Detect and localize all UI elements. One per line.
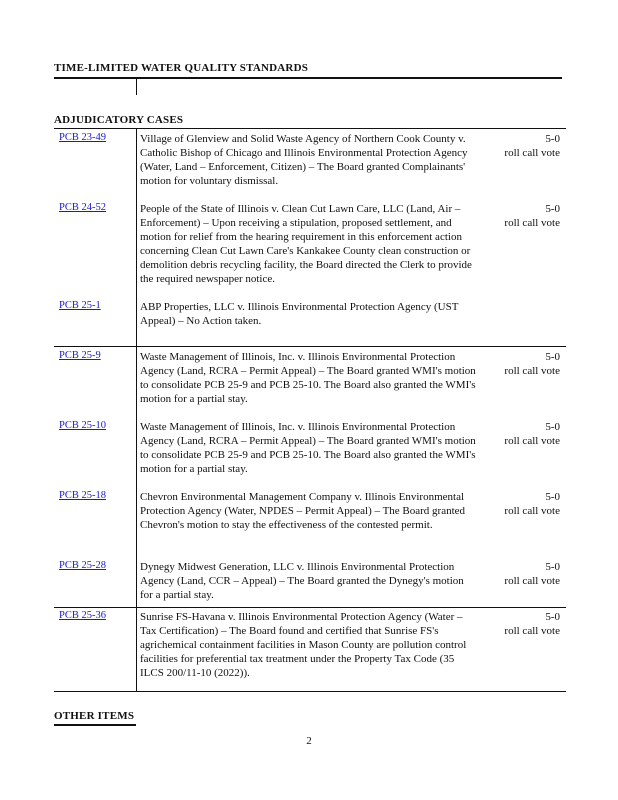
vote-label: roll call vote — [504, 575, 560, 587]
vote-count: 5-0 — [545, 133, 560, 145]
case-link[interactable]: PCB 24-52 — [59, 202, 106, 213]
vote-label: roll call vote — [504, 147, 560, 159]
section-title-other-items: OTHER ITEMS — [54, 710, 135, 722]
title-divider-stub — [136, 79, 137, 95]
table-row — [54, 350, 566, 410]
case-description: Sunrise FS-Havana v. Illinois Environmental Protection Agency (Water – Tax Certification) – The Board found and certified that Sunrise FS's agrichemical containment facilities in Mason County are pollution control facilities for preferential tax treatment under the Property Tax Code (35 ILCS 200/11-10 (2022)). — [140, 611, 467, 679]
case-description: Waste Management of Illinois, Inc. v. Illinois Environmental Protection Agency (Land, RCRA – Permit Appeal) – The Board granted WMI's motion to consolidate PCB 25-9 and PCB 25-10. The Board also granted the WMI's motion for a partial stay. — [140, 421, 476, 475]
vote-result — [480, 610, 560, 638]
case-link[interactable]: PCB 25-10 — [59, 420, 106, 431]
vote-result — [480, 132, 560, 160]
vote-result — [480, 202, 560, 230]
vote-count: 5-0 — [545, 611, 560, 623]
vote-label: roll call vote — [504, 625, 560, 637]
vote-result — [480, 560, 560, 588]
vote-count: 5-0 — [545, 421, 560, 433]
case-link[interactable]: PCB 25-36 — [59, 610, 106, 621]
page-number: 2 — [306, 735, 312, 747]
case-description: Waste Management of Illinois, Inc. v. Illinois Environmental Protection Agency (Land, RCRA – Permit Appeal) – The Board granted WMI's motion to consolidate PCB 25-9 and PCB 25-10. The Board also granted the WMI's motion for a partial stay. — [140, 351, 476, 405]
vote-label: roll call vote — [504, 505, 560, 517]
case-link[interactable]: PCB 23-49 — [59, 132, 106, 143]
table-bottom-rule — [54, 691, 566, 692]
vote-label: roll call vote — [504, 365, 560, 377]
vote-count: 5-0 — [545, 491, 560, 503]
vote-result — [480, 420, 560, 448]
table-row — [54, 420, 566, 480]
case-description: People of the State of Illinois v. Clean Cut Lawn Care, LLC (Land, Air – Enforcement) – Upon receiving a stipulation, proposed settlement, and motion for relief from the hearing requirement in this enforcement action concerning Clean Cut Lawn Care's Kankakee County clean construction or demolition debris recycling facility, the Board directed the Clerk to provide the required newspaper notice. — [140, 203, 472, 285]
case-link[interactable]: PCB 25-18 — [59, 490, 106, 501]
table-row — [54, 132, 566, 192]
case-description: Village of Glenview and Solid Waste Agency of Northern Cook County v. Catholic Bishop of Chicago and Illinois Environmental Protection Agency (Water, Land – Enforcement, Citizen) – The Board granted Complainants' motion for voluntary dismissal. — [140, 133, 468, 187]
table-row — [54, 610, 566, 688]
section-title-adjudicatory: ADJUDICATORY CASES — [54, 114, 184, 126]
vote-count: 5-0 — [545, 203, 560, 215]
vote-label: roll call vote — [504, 217, 560, 229]
case-description: Dynegy Midwest Generation, LLC v. Illinois Environmental Protection Agency (Land, CCR – Appeal) – The Board granted the Dynegy's motion for a partial stay. — [140, 561, 464, 601]
table-row-rule — [54, 607, 566, 608]
case-link[interactable]: PCB 25-1 — [59, 300, 101, 311]
section-title-time-limited: TIME-LIMITED WATER QUALITY STANDARDS — [54, 62, 309, 74]
vote-count: 5-0 — [545, 561, 560, 573]
case-link[interactable]: PCB 25-28 — [59, 560, 106, 571]
table-top-rule — [54, 128, 566, 129]
other-items-underline — [54, 724, 136, 726]
table-row-rule — [54, 346, 566, 347]
vote-result — [480, 350, 560, 378]
case-description: ABP Properties, LLC v. Illinois Environmental Protection Agency (UST Appeal) – No Action taken. — [140, 301, 459, 327]
vote-label: roll call vote — [504, 435, 560, 447]
vote-count: 5-0 — [545, 351, 560, 363]
vote-result — [480, 490, 560, 518]
table-row — [54, 202, 566, 292]
table-row — [54, 300, 566, 340]
case-link[interactable]: PCB 25-9 — [59, 350, 101, 361]
table-row — [54, 560, 566, 606]
case-description: Chevron Environmental Management Company v. Illinois Environmental Protection Agency (Water, NPDES – Permit Appeal) – The Board granted Chevron's motion to stay the effectiveness of the contested permit. — [140, 491, 466, 531]
table-row — [54, 490, 566, 550]
title-underline — [54, 77, 562, 79]
